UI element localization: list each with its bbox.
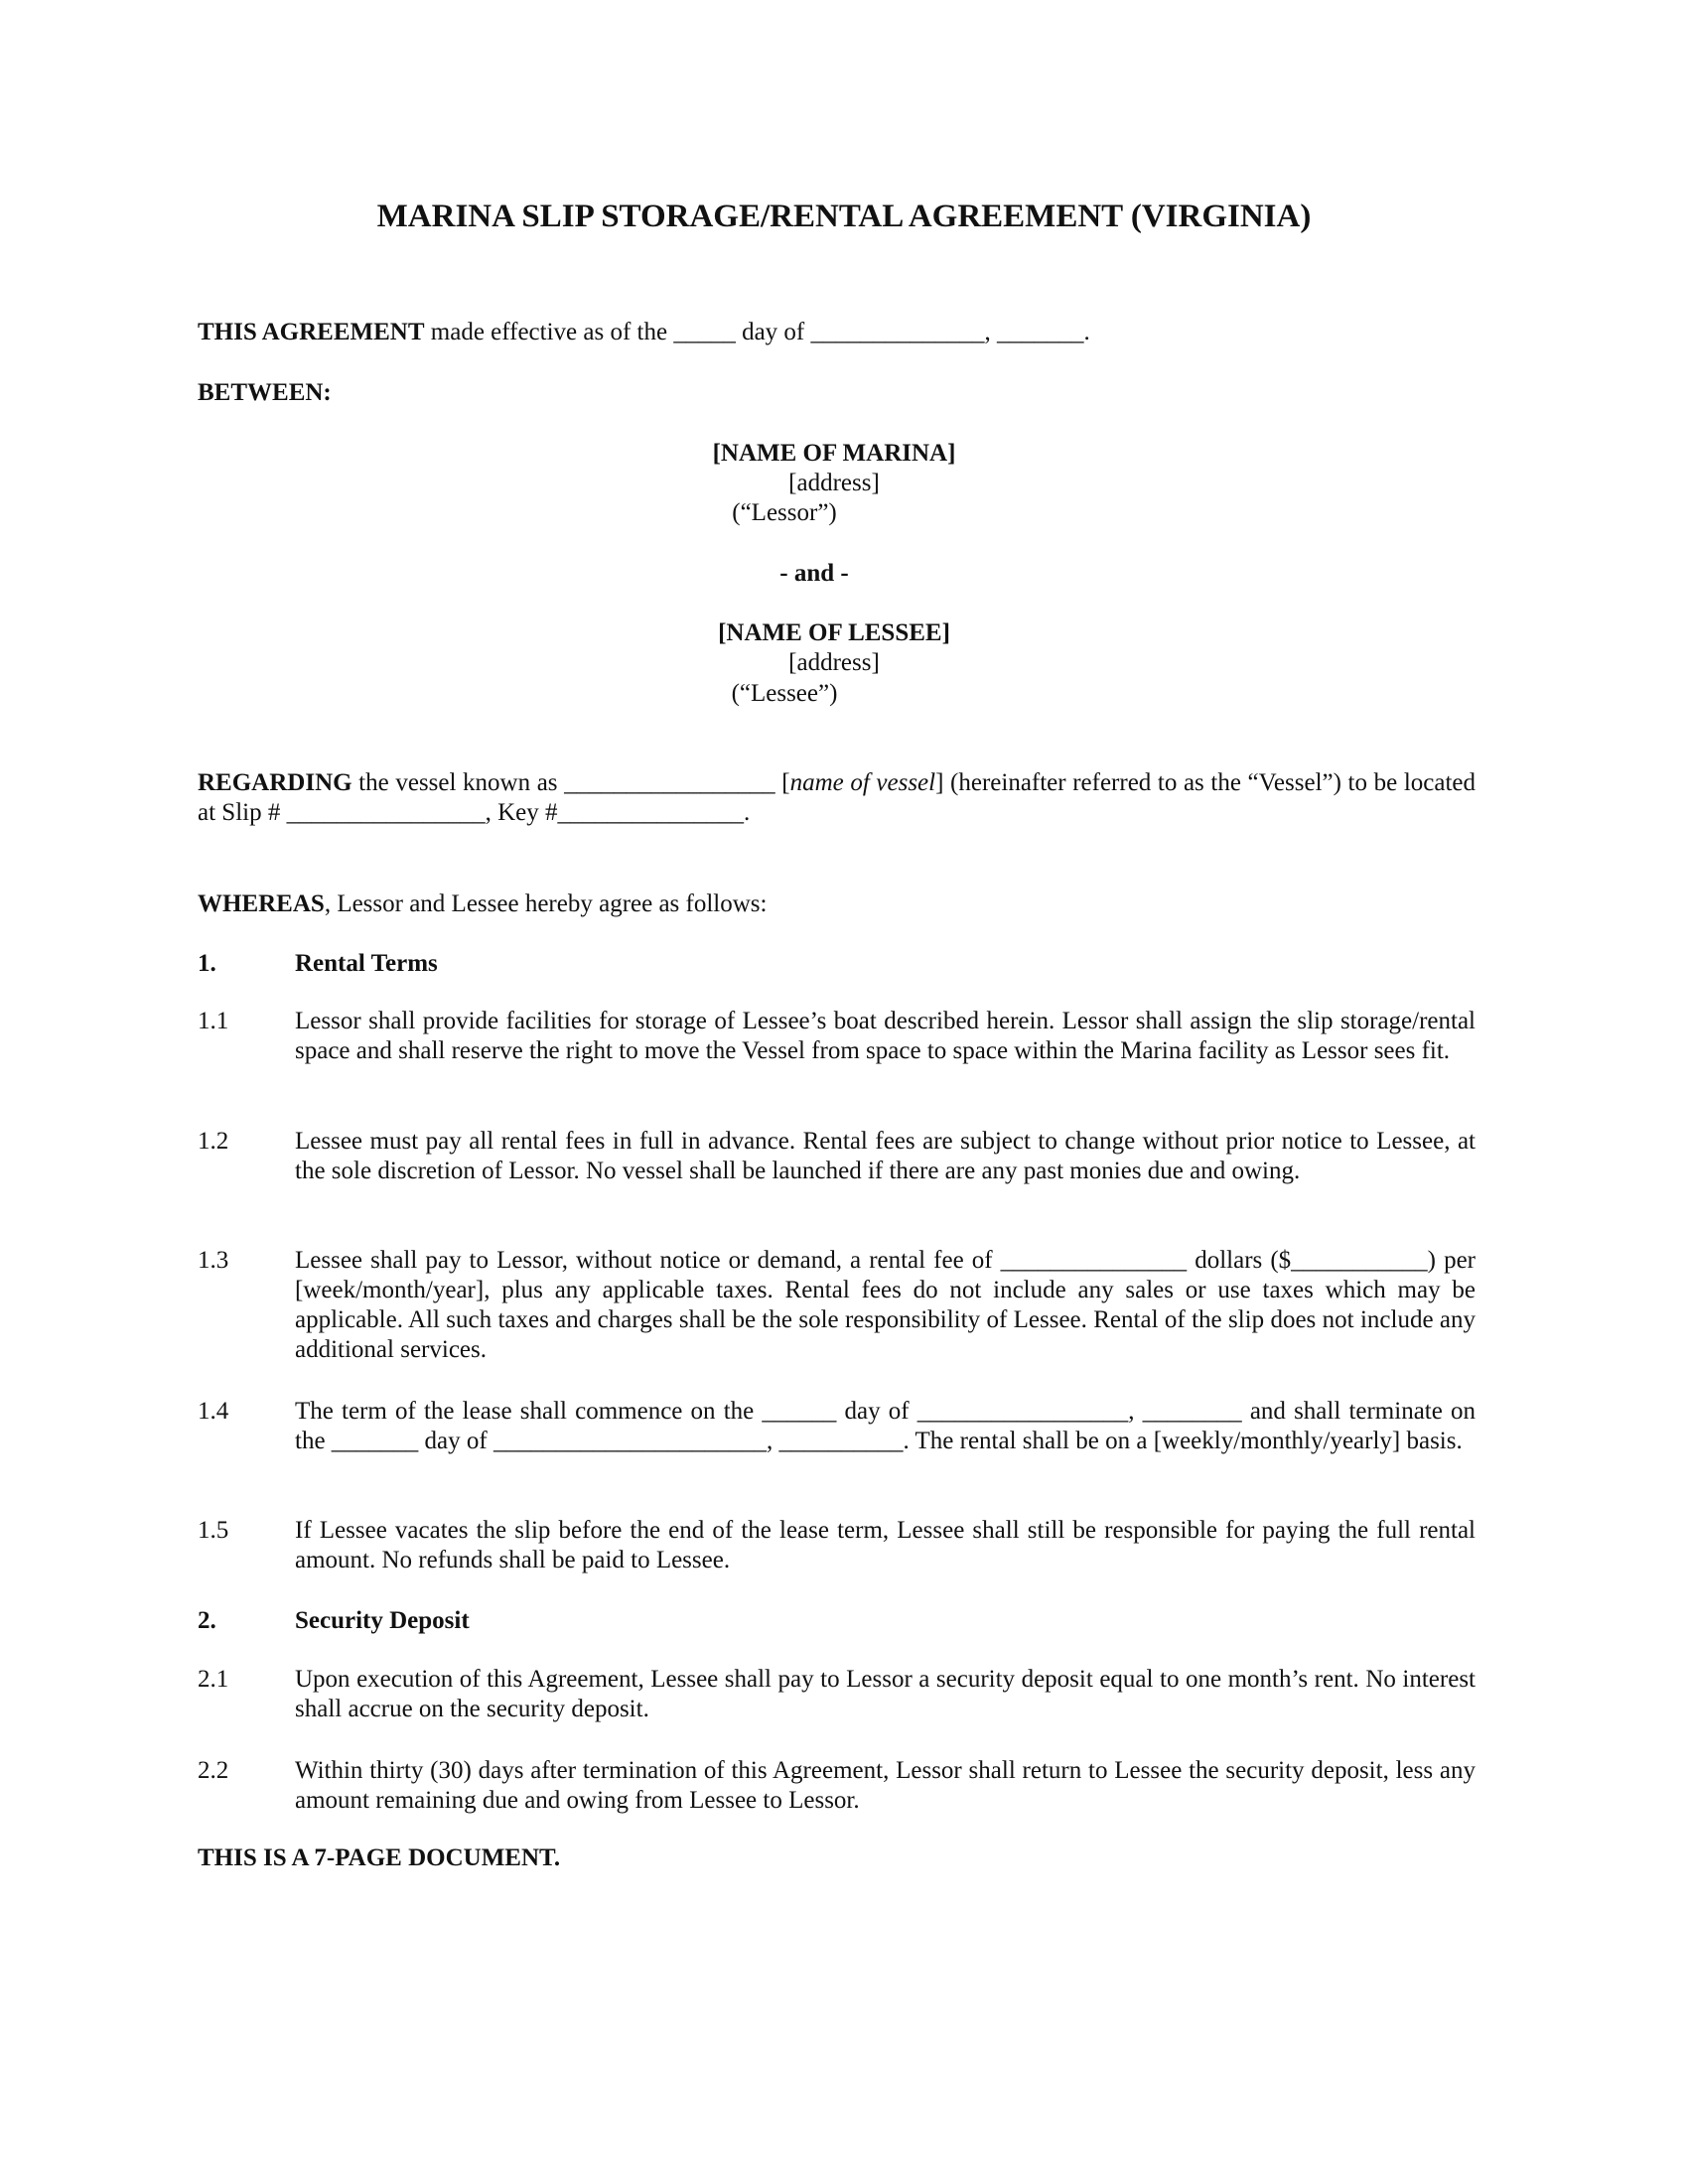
- clause-text: Upon execution of this Agreement, Lessee shall pay to Lessor a security deposit equal to one month’s rent. No interest shall accrue on the security deposit.: [295, 1666, 1476, 1722]
- clause: [198, 1007, 1476, 1066]
- between-label: BETWEEN:: [198, 379, 332, 406]
- clause: [198, 1246, 1476, 1365]
- clause-number: 1.4: [198, 1398, 229, 1425]
- clause-number: 1.2: [198, 1128, 229, 1155]
- section-heading: [198, 949, 1476, 979]
- document-title: MARINA SLIP STORAGE/RENTAL AGREEMENT (VIRGINIA): [376, 199, 1312, 234]
- clause: [198, 1665, 1476, 1724]
- clause-number: 1.1: [198, 1008, 229, 1034]
- clause-number: 1.3: [198, 1247, 229, 1274]
- lessee-address: [address]: [788, 649, 880, 676]
- intro-paragraph: [198, 318, 1476, 347]
- regarding-paragraph: [198, 768, 1476, 828]
- vessel-name-placeholder: name of vessel: [789, 769, 936, 796]
- whereas-text: , Lessor and Lessee hereby agree as follows:: [324, 890, 768, 917]
- clause-text: Lessee must pay all rental fees in full in advance. Rental fees are subject to change without prior notice to Lessee, at the sole discretion of Lessor. No vessel shall be launched if there are any past monies due and owing.: [295, 1128, 1476, 1184]
- clause-text: Within thirty (30) days after termination of this Agreement, Lessor shall return to Lessee the security deposit, less any amount remaining due and owing from Lessee to Lessor.: [295, 1757, 1476, 1814]
- intro-lead: THIS AGREEMENT: [198, 319, 425, 345]
- section-title: Rental Terms: [295, 950, 438, 977]
- and-separator: - and -: [779, 560, 849, 587]
- clause: [198, 1397, 1476, 1456]
- clause-number: 2.1: [198, 1666, 229, 1693]
- whereas-lead: WHEREAS: [198, 890, 325, 917]
- regarding-text-cont: ] (hereinafter referred to as the “Vessel”) to be located at Slip # ________________, Key #_______________.: [198, 769, 1476, 826]
- clause-text: If Lessee vacates the slip before the end of the lease term, Lessee shall still be responsible for paying the full rental amount. No refunds shall be paid to Lessee.: [295, 1517, 1476, 1573]
- intro-text: made effective as of the _____ day of ______________, _______.: [424, 319, 1090, 345]
- lessee-name: [NAME OF LESSEE]: [718, 619, 950, 646]
- clause: [198, 1127, 1476, 1186]
- lessor-address: [address]: [788, 470, 880, 496]
- clause-number: 2.2: [198, 1757, 229, 1784]
- section-title: Security Deposit: [295, 1607, 470, 1634]
- lessor-role: (“Lessor”): [732, 499, 837, 526]
- whereas-paragraph: [198, 889, 1476, 919]
- regarding-text: the vessel known as _________________ [: [352, 769, 790, 796]
- regarding-lead: REGARDING: [198, 769, 352, 796]
- clause: [198, 1756, 1476, 1816]
- clause-number: 1.: [198, 950, 216, 977]
- lessor-name: [NAME OF MARINA]: [712, 440, 956, 467]
- lessee-role: (“Lessee”): [731, 680, 838, 707]
- clause-text: Lessor shall provide facilities for storage of Lessee’s boat described herein. Lessor shall assign the slip storage/rental space and shall reserve the right to move the Vessel from space to space within the Marina facility as Lessor sees fit.: [295, 1008, 1476, 1064]
- section-heading: [198, 1606, 1476, 1636]
- clause: [198, 1516, 1476, 1575]
- page-count-notice: THIS IS A 7-PAGE DOCUMENT.: [198, 1844, 561, 1871]
- clause-number: 1.5: [198, 1517, 229, 1544]
- clause-number: 2.: [198, 1607, 216, 1634]
- clause-text: The term of the lease shall commence on the ______ day of _________________, ________ and shall terminate on the _______ day of ______________________, __________. The rental shall be on a [weekly/monthly/yearly] basis.: [295, 1398, 1476, 1454]
- clause-text: Lessee shall pay to Lessor, without notice or demand, a rental fee of _______________ dollars ($___________) per [week/month/year], plus any applicable taxes. Rental fees do not include any sales or use taxes which may be applicable. All such taxes and charges shall be the sole responsibility of Lessee. Rental of the slip does not include any additional services.: [295, 1247, 1476, 1363]
